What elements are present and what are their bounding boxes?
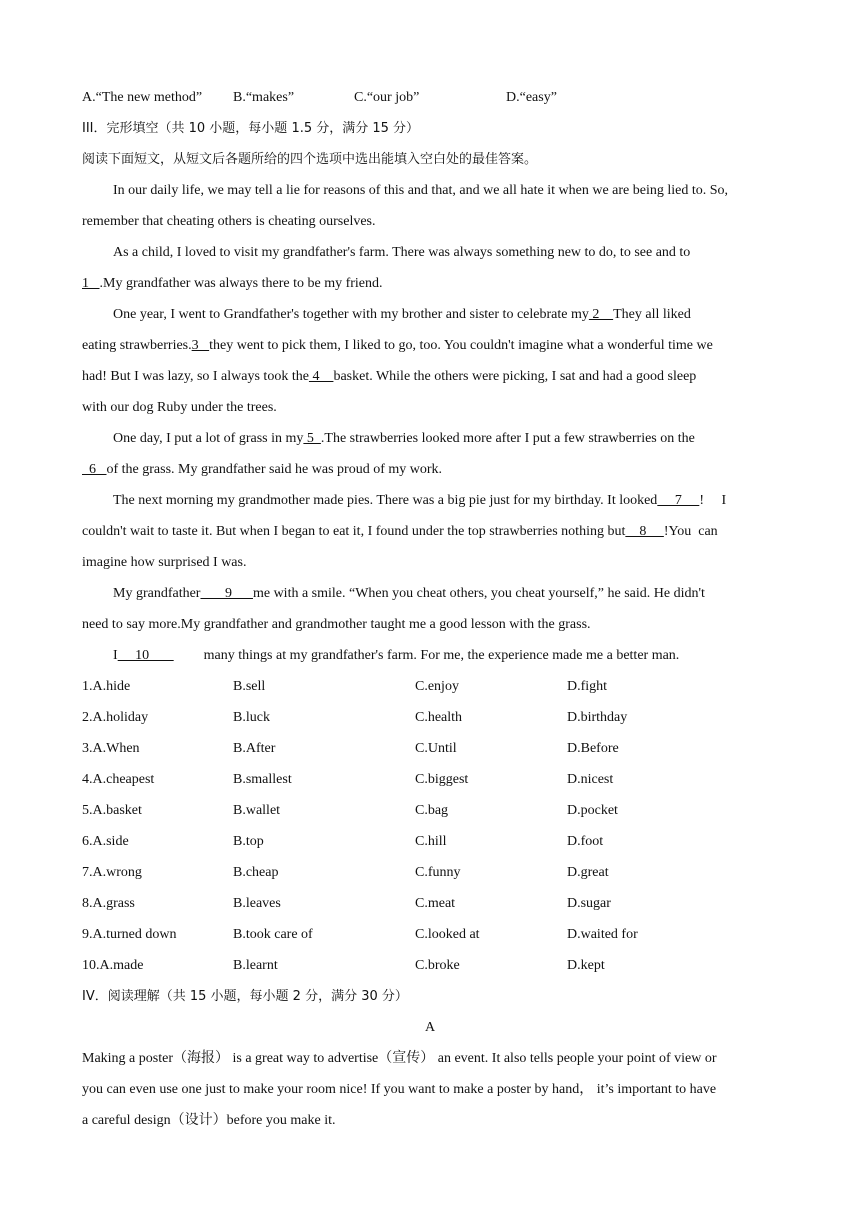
option-b: B.After (233, 741, 276, 756)
option-row (82, 863, 782, 883)
option-row (82, 925, 782, 945)
option-c: C.biggest (415, 772, 469, 787)
passage-text: many things at my grandfather's farm. For me, the experience made me a better man. (203, 648, 680, 663)
option-row (82, 677, 782, 697)
option-b: B.leaves (233, 896, 281, 911)
blank-4: 4 (308, 369, 334, 384)
option-row (82, 832, 782, 852)
option-c: C.Until (415, 741, 457, 756)
option-b: B.smallest (233, 772, 292, 787)
passage-text: of the grass. My grandfather said he was proud of my work. (106, 462, 443, 477)
option-a: 10.A.made (82, 958, 144, 973)
blank-10: 10 (117, 648, 174, 663)
passage-text: me with a smile. “When you cheat others, you cheat yourself,” he said. He didn't (252, 586, 705, 601)
option-d: D.great (567, 865, 609, 880)
option-a: 7.A.wrong (82, 865, 142, 880)
option-d: D.birthday (567, 710, 628, 725)
section-3-instruction: 阅读下面短文，从短文后各题所给的四个选项中选出能填入空白处的最佳答案。 (82, 152, 538, 167)
passage-line (82, 274, 383, 294)
passage-text: One day, I put a lot of grass in my (113, 431, 304, 446)
option-c: C.bag (415, 803, 449, 818)
option-c: C.hill (415, 834, 447, 849)
option-d: D.fight (567, 679, 608, 694)
option-b: B.cheap (233, 865, 279, 880)
option-row (82, 956, 782, 976)
option-a: 2.A.holiday (82, 710, 149, 725)
passage-text: !You can (663, 524, 718, 539)
option-a: 6.A.side (82, 834, 129, 849)
passage-line (113, 646, 679, 666)
option-d: D.foot (567, 834, 604, 849)
blank-6: 6 (82, 462, 107, 477)
passage-text: They all liked (613, 307, 691, 322)
part-label: A (424, 1020, 436, 1035)
option-b: B.top (233, 834, 264, 849)
passage-text: basket. While the others were picking, I sat and had a good sleep (333, 369, 697, 384)
option-row (82, 739, 782, 759)
prev-option-b: B.“makes” (233, 90, 295, 105)
prev-option-d: D.“easy” (506, 90, 557, 105)
option-d: D.kept (567, 958, 605, 973)
passage-line (82, 522, 718, 542)
blank-9: 9 (200, 586, 253, 601)
option-row (82, 801, 782, 821)
passage-line (82, 336, 713, 356)
blank-1: 1 (82, 276, 100, 291)
passage-text: couldn't wait to taste it. But when I began to eat it, I found under the top strawberries nothing but (82, 524, 626, 539)
blank-3: 3 (191, 338, 210, 353)
passage-line: As a child, I loved to visit my grandfather's farm. There was always something new to do, to see and to (113, 245, 691, 260)
passage-text: .The strawberries looked more after I put a few strawberries on the (320, 431, 695, 446)
passage-text: The next morning my grandmother made pies. There was a big pie just for my birthday. It looked (113, 493, 658, 508)
option-a: 5.A.basket (82, 803, 142, 818)
option-b: B.wallet (233, 803, 281, 818)
passage-line (113, 491, 726, 511)
passage-line (82, 367, 696, 387)
passage-line: with our dog Ruby under the trees. (82, 400, 277, 415)
prev-question-options (82, 88, 782, 108)
option-c: C.health (415, 710, 463, 725)
option-a: 4.A.cheapest (82, 772, 155, 787)
option-a: 9.A.turned down (82, 927, 177, 942)
passage-line: need to say more.My grandfather and grandmother taught me a good lesson with the grass. (82, 617, 591, 632)
option-c: C.funny (415, 865, 461, 880)
option-a: 8.A.grass (82, 896, 135, 911)
option-a: 3.A.When (82, 741, 140, 756)
option-c: C.broke (415, 958, 460, 973)
option-c: C.looked at (415, 927, 480, 942)
option-row (82, 894, 782, 914)
option-c: C.meat (415, 896, 456, 911)
option-d: D.nicest (567, 772, 614, 787)
passage-text: they went to pick them, I liked to go, too. You couldn't imagine what a wonderful time we (209, 338, 713, 353)
passage-text: eating strawberries. (82, 338, 192, 353)
option-b: B.sell (233, 679, 266, 694)
section-3-heading: III．完形填空（共 10 小题，每小题 1.5 分，满分 15 分） (82, 121, 420, 136)
option-row (82, 708, 782, 728)
reading-line: you can even use one just to make your room nice! If you want to make a poster by hand， it’s important to have (82, 1082, 717, 1097)
passage-text: ! I (699, 493, 727, 508)
blank-8: 8 (625, 524, 664, 539)
passage-line (113, 584, 705, 604)
option-c: C.enjoy (415, 679, 459, 694)
reading-line: a careful design（设计）before you make it. (82, 1113, 336, 1128)
prev-option-c: C.“our job” (354, 90, 420, 105)
passage-line (113, 305, 691, 325)
passage-text: .My grandfather was always there to be my friend. (99, 276, 383, 291)
passage-line: imagine how surprised I was. (82, 555, 247, 570)
option-b: B.luck (233, 710, 270, 725)
option-d: D.Before (567, 741, 619, 756)
passage-text: One year, I went to Grandfather's together with my brother and sister to celebrate my (113, 307, 589, 322)
prev-option-a: A.“The new method” (82, 90, 203, 105)
section-4-heading: IV．阅读理解（共 15 小题，每小题 2 分，满分 30 分） (82, 989, 408, 1004)
passage-line: In our daily life, we may tell a lie for reasons of this and that, and we all hate it when we are being lied to. So, (113, 183, 729, 198)
passage-line: remember that cheating others is cheating ourselves. (82, 214, 376, 229)
option-row (82, 770, 782, 790)
reading-line: Making a poster（海报） is a great way to advertise（宣传） an event. It also tells people your point of view or (82, 1051, 717, 1066)
blank-2: 2 (588, 307, 614, 322)
blank-5: 5 (303, 431, 321, 446)
passage-text: My grandfather (113, 586, 201, 601)
passage-line (113, 429, 695, 449)
option-b: B.took care of (233, 927, 313, 942)
passage-line (82, 460, 442, 480)
option-b: B.learnt (233, 958, 278, 973)
passage-text: I (113, 648, 118, 663)
option-a: 1.A.hide (82, 679, 131, 694)
option-d: D.pocket (567, 803, 618, 818)
passage-text: had! But I was lazy, so I always took the (82, 369, 309, 384)
option-d: D.waited for (567, 927, 638, 942)
blank-7: 7 (657, 493, 700, 508)
option-d: D.sugar (567, 896, 611, 911)
